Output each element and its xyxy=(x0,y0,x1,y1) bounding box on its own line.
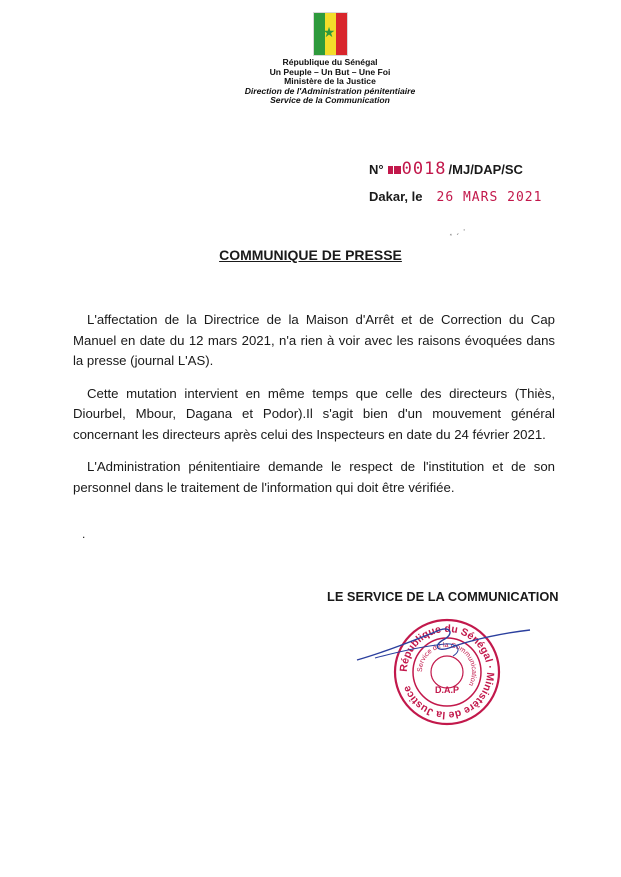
reference-prefix: N° xyxy=(369,162,384,177)
flag-yellow-band xyxy=(322,13,336,55)
seal-center-text: D.A.P xyxy=(434,685,460,695)
reference-stamped-number: 0018 xyxy=(401,159,447,179)
communique-body xyxy=(73,310,555,510)
dateline-stamped-date: 26 MARS 2021 xyxy=(436,190,543,205)
stray-dot: . xyxy=(82,527,86,541)
letterhead-motto: Un Peuple – Un But – Une Foi xyxy=(269,66,391,77)
flag-red-band xyxy=(336,13,347,55)
body-paragraph: L'affectation de la Directrice de la Maison d'Arrêt et de Correction du Cap Manuel en date du 12 mars 2021, n'a rien à voir avec les raisons évoquées dans la presse (journal L'AS). xyxy=(73,312,555,368)
seal-inner-textpath: Service de la Communication xyxy=(416,641,478,687)
stamp-mark xyxy=(388,166,393,174)
official-seal-icon xyxy=(345,600,545,740)
senegal-flag-icon xyxy=(313,12,348,56)
body-paragraph: L'Administration pénitentiaire demande le respect de l'institution et de son personnel dans le traitement de l'information qui doit être vérifiée. xyxy=(73,459,555,495)
dateline-place: Dakar, le xyxy=(369,189,423,204)
letterhead xyxy=(200,58,460,106)
document-title: COMMUNIQUE DE PRESSE xyxy=(219,247,402,263)
flag-star-icon: ★ xyxy=(322,24,336,40)
signature-block: LE SERVICE DE LA COMMUNICATION xyxy=(327,589,559,604)
reference-suffix: /MJ/DAP/SC xyxy=(448,162,523,177)
seal-outer-textpath: République du Sénégal · Ministère de la Justice xyxy=(397,622,497,722)
letterhead-republic: République du Sénégal xyxy=(282,57,378,67)
stamp-mark xyxy=(394,166,401,174)
reference-number xyxy=(369,159,523,179)
letterhead-direction: Direction de l'Administration pénitentiaire xyxy=(244,85,416,96)
seal-center-ring xyxy=(431,656,463,688)
dateline xyxy=(369,189,542,205)
ink-speck: ⸼ ˏ · xyxy=(450,224,466,236)
letterhead-service: Service de la Communication xyxy=(270,95,390,106)
letterhead-ministry: Ministère de la Justice xyxy=(284,76,376,87)
reference-stamp xyxy=(388,159,447,179)
seal-outer-ring xyxy=(395,620,499,724)
body-paragraph: Cette mutation intervient en même temps que celle des directeurs (Thiès, Diourbel, Mbour, Dagana et Podor).Il s'agit bien d'un mouvement général concernant les directeurs après celui des Inspecteurs en date du 24 février 2021. xyxy=(73,385,555,442)
